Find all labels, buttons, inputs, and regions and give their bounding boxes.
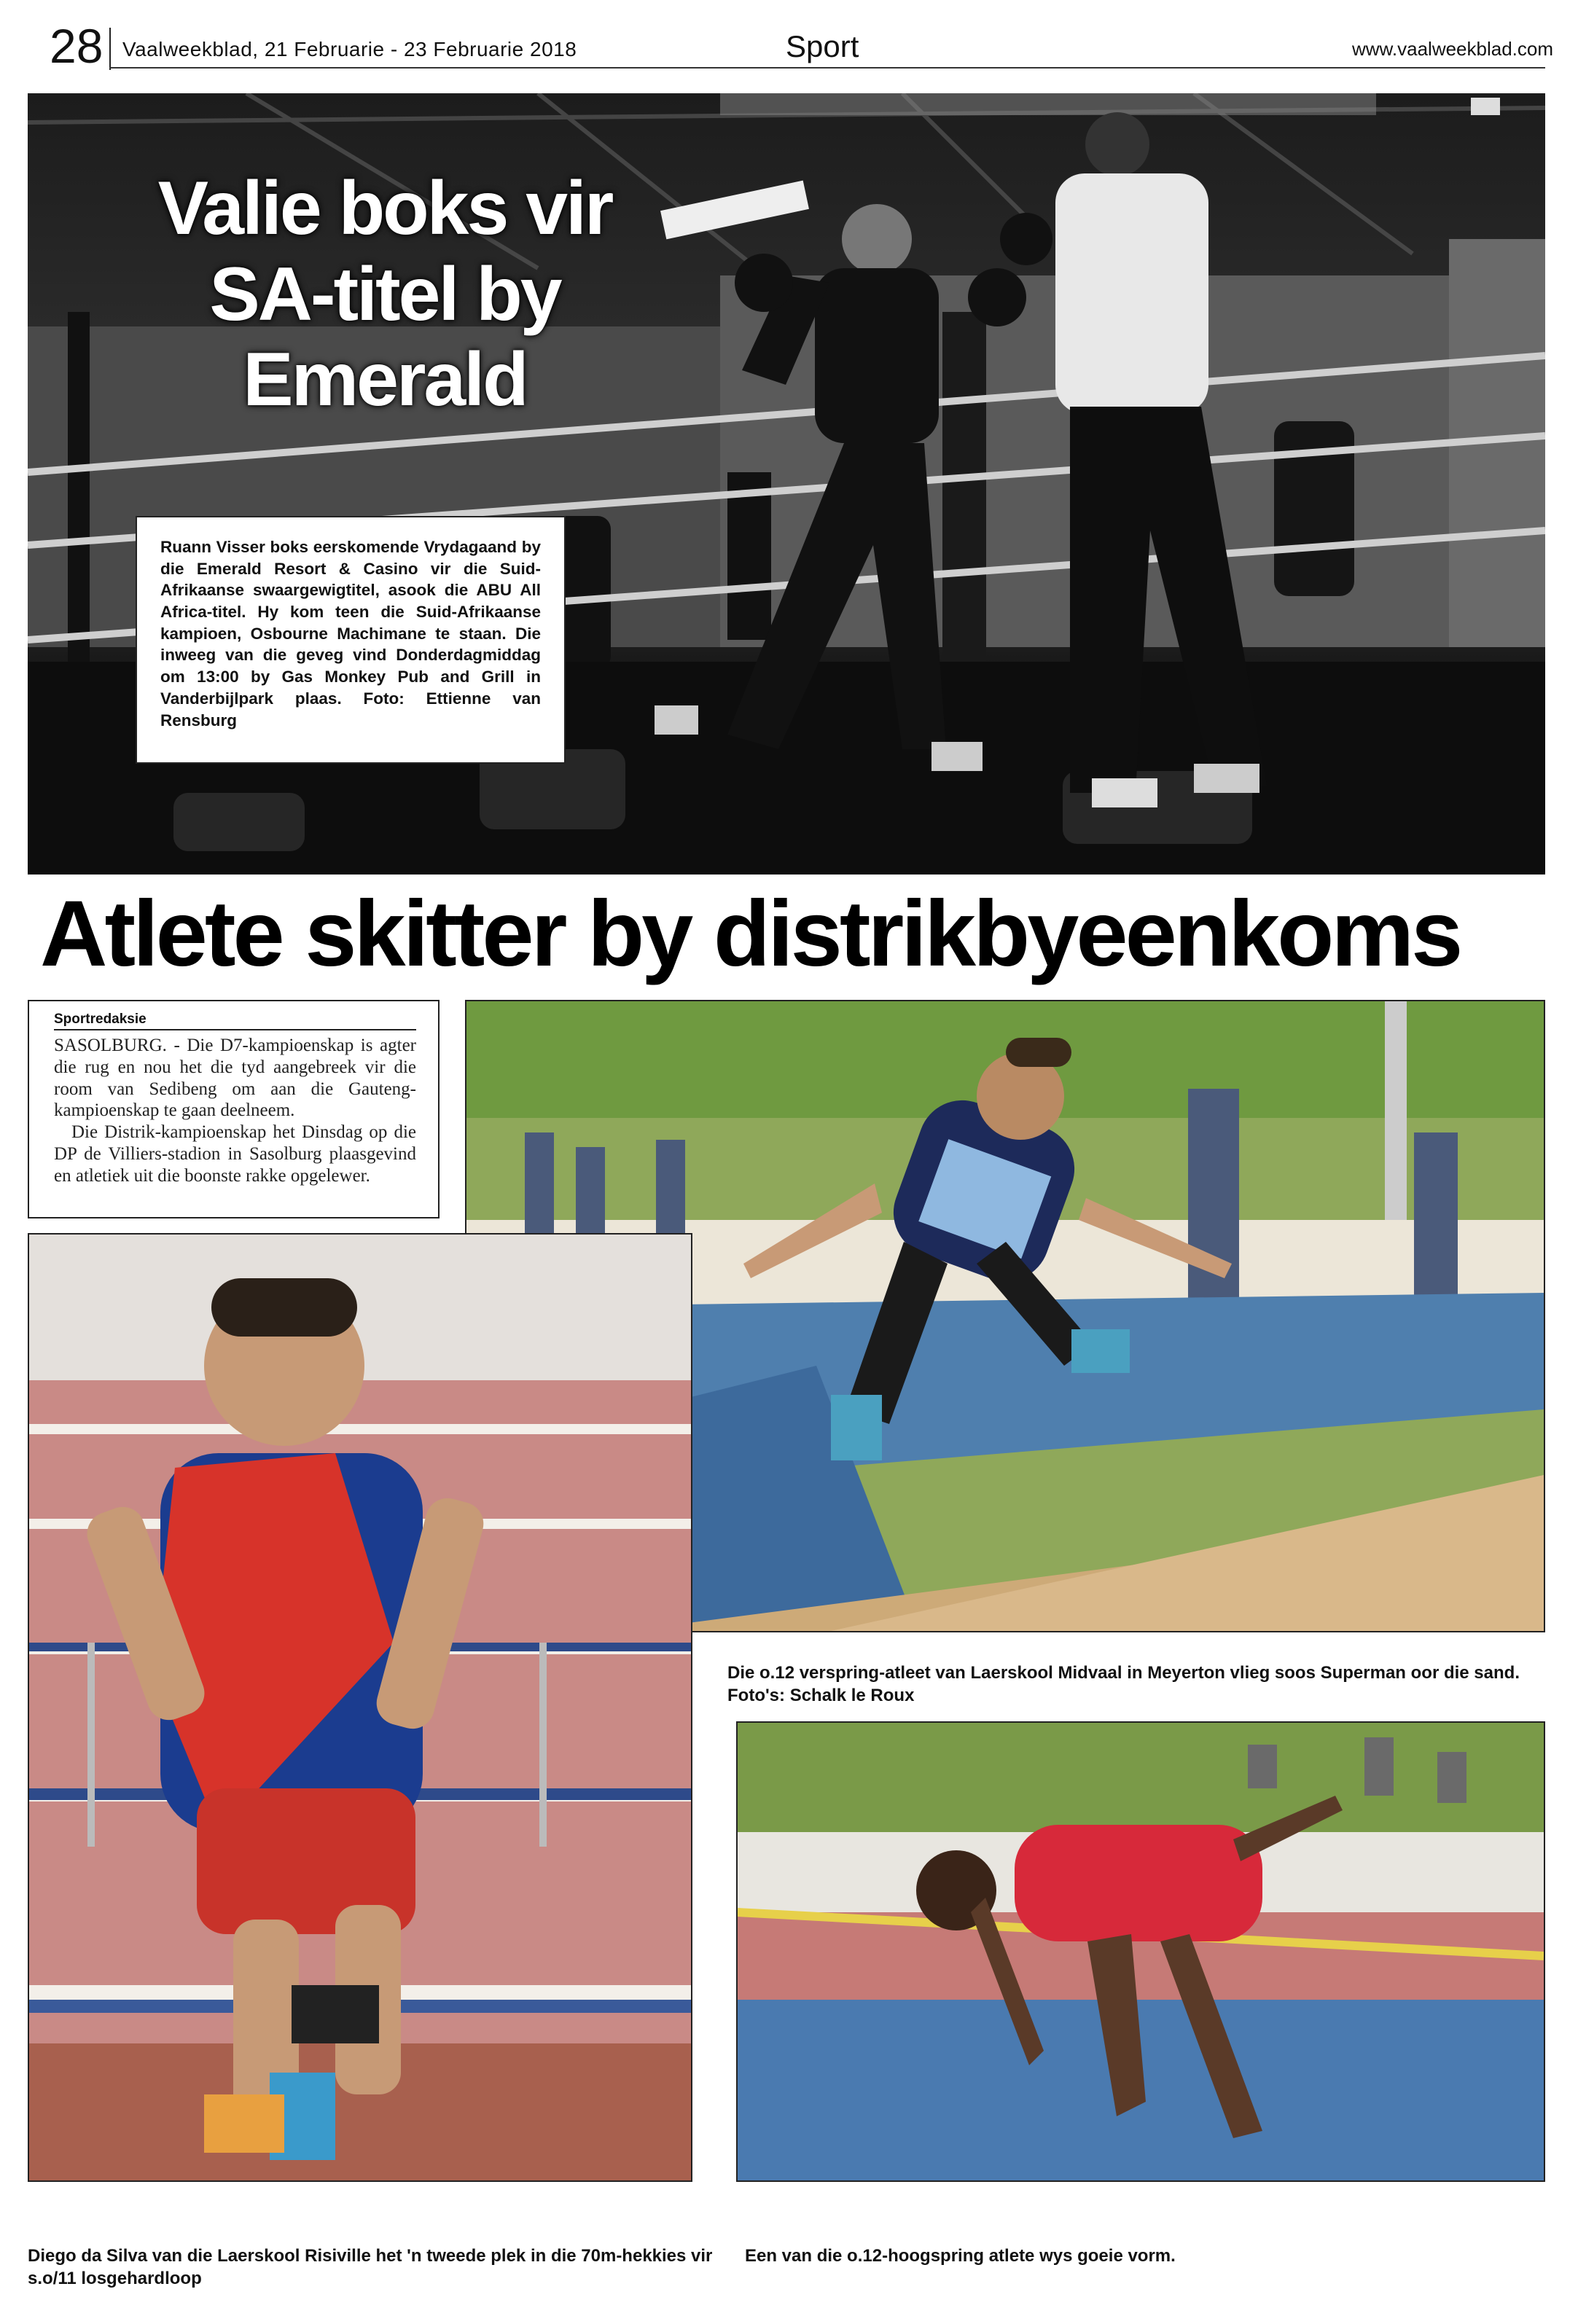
article-paragraph: Die Distrik-kampioenskap het Dinsdag op die DP de Villiers-stadion in Sasolburg plaasgevind en atletiek uit die boonste rakke opgelewer.	[54, 1122, 416, 1186]
page-number: 28	[50, 19, 103, 73]
header-rule	[109, 67, 1545, 69]
header-divider	[109, 28, 111, 70]
byline: Sportredaksie	[54, 1012, 416, 1030]
article-paragraph: SASOLBURG. - Die D7-kampioenskap is agter die rug en nou het die tyd aangebreek vir die room van Sedibeng om aan die Gauteng-kampioenskap te gaan deelneem.	[54, 1036, 416, 1121]
publication-date: Vaalweekblad, 21 Februarie - 23 Februarie 2018	[122, 38, 577, 60]
highjump-caption: Een van die o.12-hoogspring atlete wys goeie vorm.	[745, 2246, 1176, 2266]
article-intro-box	[28, 1000, 440, 1218]
athletics-headline: Atlete skitter by distrikbyeenkoms	[40, 882, 1461, 986]
headline-line: Emerald	[243, 337, 527, 423]
boxing-photo	[28, 93, 1545, 875]
hurdles-photo	[28, 1233, 692, 2182]
headline-line: Valie boks vir	[157, 166, 612, 251]
article-body	[54, 1035, 416, 1186]
hurdles-caption: Diego da Silva van die Laerskool Risiville het 'n tweede plek in die 70m-hekkies vir s.o/11 losgehardloop	[28, 2246, 713, 2289]
highjump-photo	[736, 1721, 1545, 2182]
section-title: Sport	[786, 29, 859, 63]
longjump-caption: Die o.12 verspring-atleet van Laerskool Midvaal in Meyerton vlieg soos Superman oor die sand. Foto's: Schalk le Roux	[727, 1663, 1520, 1706]
headline-line: SA-titel by	[209, 251, 560, 337]
boxing-caption: Ruann Visser boks eerskomende Vrydagaand by die Emerald Resort & Casino vir die Suid-Afrikaanse swaargewigtitel, asook die ABU All Africa-titel. Hy kom teen die Suid-Afrikaanse kampioen, Osbourne Machimane te staan. Die inweeg van die geveg vind Donderdagmiddag om 13:00 by Gas Monkey Pub and Grill in Vanderbijlpark plaas. Foto: Ettienne van Rensburg	[160, 538, 541, 729]
boxing-headline	[86, 166, 684, 423]
website-link[interactable]: www.vaalweekblad.com	[1352, 38, 1554, 60]
boxing-caption-box	[136, 516, 566, 764]
